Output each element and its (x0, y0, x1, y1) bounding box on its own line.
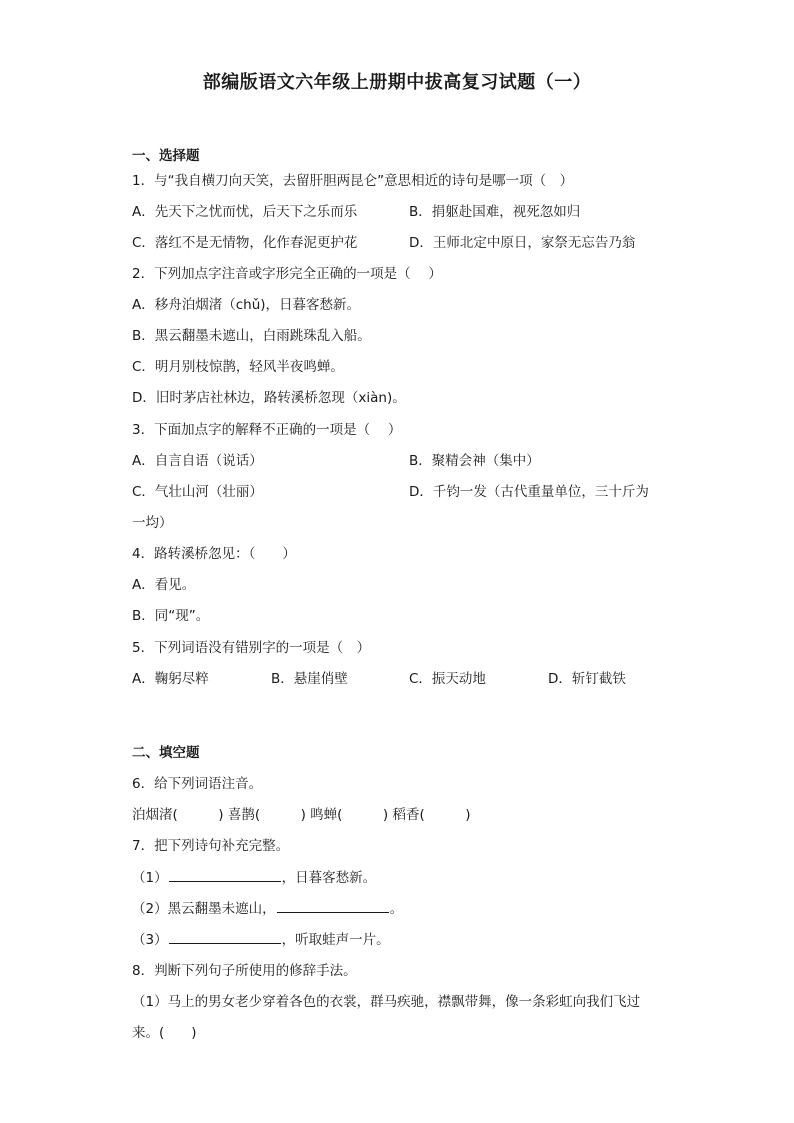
question-2-stem: 2．下列加点字注音或字形完全正确的一项是（ ） (132, 266, 442, 282)
section-heading-fill: 二、填空题 (132, 745, 200, 761)
question-1-stem: 1．与“我自横刀向天笑，去留肝胆两昆仑”意思相近的诗句是哪一项（ ） (132, 173, 574, 189)
question-5-option-a: A．鞠躬尽粹 (132, 671, 209, 687)
question-7-line-3 (132, 930, 390, 949)
question-7-line-1 (132, 868, 376, 887)
question-8-sentence-1: （1）马上的男女老少穿着各色的衣裳，群马疾驰，襟飘带舞，像一条彩虹向我们飞过 (132, 994, 641, 1010)
page-title: 部编版语文六年级上册期中拔高复习试题（一） (202, 72, 592, 93)
question-8-sentence-1-continued: 来。( ) (132, 1025, 197, 1041)
question-6-pinyin-line: 泊烟渚( ) 喜鹊( ) 鸣蝉( ) 稻香( ) (132, 807, 471, 823)
question-7-line-2-prefix: （2）黑云翻墨未遮山， (132, 901, 276, 917)
question-2-option-a: A．移舟泊烟渚（chǔ)，日暮客愁新。 (132, 297, 361, 313)
question-1-option-a: A．先天下之忧而忧，后天下之乐而乐 (132, 204, 358, 220)
question-4-option-a: A．看见。 (132, 577, 196, 593)
question-4-option-b: B．同“现”。 (132, 608, 210, 624)
question-5-option-b: B．悬崖俏壁 (271, 671, 348, 687)
question-4-stem: 4．路转溪桥忽见：（ ） (132, 546, 296, 562)
question-3-option-b: B．聚精会神（集中） (409, 453, 540, 469)
question-3-option-d: D．千钧一发（古代重量单位，三十斤为 (409, 484, 649, 500)
question-2-option-c: C．明月别枝惊鹊，轻风半夜鸣蝉。 (132, 359, 344, 375)
question-3-option-c: C．气壮山河（壮丽） (132, 484, 263, 500)
question-8-stem: 8．判断下列句子所使用的修辞手法。 (132, 963, 357, 979)
question-5-option-d: D．斩钉截铁 (548, 671, 626, 687)
question-7-line-1-prefix: （1） (132, 870, 168, 886)
question-5-stem: 5．下列词语没有错别字的一项是（ ） (132, 640, 371, 656)
question-2-option-b: B．黑云翻墨未遮山，白雨跳珠乱入船。 (132, 328, 371, 344)
question-3-stem: 3．下面加点字的解释不正确的一项是（ ） (132, 422, 402, 438)
question-5-option-c: C．振天动地 (409, 671, 486, 687)
answer-blank[interactable] (169, 868, 281, 882)
answer-blank[interactable] (169, 930, 281, 944)
answer-blank[interactable] (277, 899, 389, 913)
question-1-option-b: B．捐躯赴国难，视死忽如归 (409, 204, 581, 220)
question-7-line-2 (132, 899, 403, 918)
question-1-option-c: C．落红不是无情物，化作春泥更护花 (132, 235, 358, 251)
section-heading-choice: 一、选择题 (132, 148, 200, 164)
question-3-option-d-continued: 一均） (132, 515, 173, 531)
question-2-option-d: D．旧时茅店社林边，路转溪桥忽现（xiàn)。 (132, 390, 406, 406)
question-7-stem: 7．把下列诗句补充完整。 (132, 838, 290, 854)
question-7-line-2-suffix: 。 (389, 901, 404, 917)
question-7-line-1-suffix: ，日暮客愁新。 (281, 870, 377, 886)
question-7-line-3-prefix: （3） (132, 932, 168, 948)
question-7-line-3-suffix: ，听取蛙声一片。 (281, 932, 390, 948)
question-3-option-a: A．自言自语（说话） (132, 453, 263, 469)
question-1-option-d: D．王师北定中原日，家祭无忘告乃翁 (409, 235, 636, 251)
question-6-stem: 6．给下列词语注音。 (132, 776, 263, 792)
